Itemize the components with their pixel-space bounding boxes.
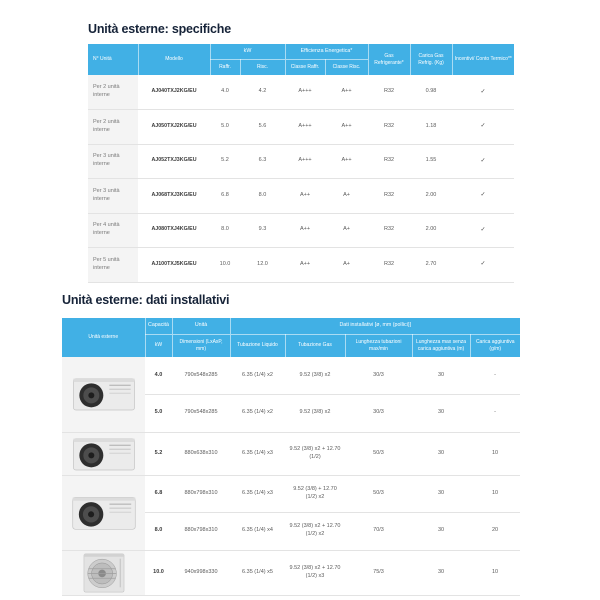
outdoor-units-install-table	[62, 318, 520, 596]
class-cool-cell: A+++	[285, 75, 325, 110]
model-cell: AJ068TXJ3KG/EU	[138, 179, 210, 214]
liquid-pipe-cell: 6.35 (1/4) x2	[230, 395, 285, 433]
gas-cell: R32	[368, 179, 410, 214]
charge-cell: 1.18	[410, 110, 452, 145]
header-kw-risc: Risc.	[240, 59, 285, 75]
capacity-cell: 5.2	[145, 432, 172, 475]
gas-pipe-cell: 9.52 (3/8) + 12.70 (1/2) x2	[285, 475, 345, 513]
class-cool-cell: A++	[285, 213, 325, 248]
class-heat-cell: A++	[325, 75, 368, 110]
outdoor-unit-image	[62, 432, 145, 475]
charge-cell: 2.00	[410, 213, 452, 248]
kw-heat-cell: 6.3	[240, 144, 285, 179]
units-cell: Per 5 unità interne	[88, 248, 138, 283]
dimensions-cell: 880x638x310	[172, 432, 230, 475]
capacity-cell: 10.0	[145, 550, 172, 595]
kw-heat-cell: 8.0	[240, 179, 285, 214]
kw-heat-cell: 4.2	[240, 75, 285, 110]
spec-row	[88, 144, 514, 179]
pipe-length-cell: 30/3	[345, 395, 412, 433]
outdoor-unit-small-icon	[70, 492, 138, 534]
model-cell: AJ100TXJ5KG/EU	[138, 248, 210, 283]
extra-charge-cell: 10	[470, 475, 520, 513]
spec-row	[88, 110, 514, 145]
capacity-cell: 8.0	[145, 513, 172, 551]
dimensions-cell: 790x548x285	[172, 395, 230, 433]
kw-cool-cell: 8.0	[210, 213, 240, 248]
outdoor-unit-image	[62, 357, 145, 432]
max-length-cell: 30	[412, 475, 470, 513]
header-classe-raffr: Classe Raffr.	[285, 59, 325, 75]
gas-cell: R32	[368, 75, 410, 110]
pipe-length-cell: 30/3	[345, 357, 412, 395]
kw-cool-cell: 4.0	[210, 75, 240, 110]
header-group-efficienza: Efficienza Energetica*	[285, 44, 368, 59]
outdoor-units-specs-table	[88, 44, 514, 283]
class-heat-cell: A+	[325, 179, 368, 214]
header-unita-esterne: Unità esterne	[62, 318, 145, 357]
class-heat-cell: A+	[325, 248, 368, 283]
gas-pipe-cell: 9.52 (3/8) x2 + 12.70 (1/2) x2	[285, 513, 345, 551]
incentive-check: ✓	[452, 248, 514, 283]
install-section-title: Unità esterne: dati installativi	[62, 293, 230, 307]
spec-row	[88, 75, 514, 110]
header-modello: Modello	[138, 44, 210, 75]
class-cool-cell: A++	[285, 248, 325, 283]
liquid-pipe-cell: 6.35 (1/4) x2	[230, 357, 285, 395]
kw-cool-cell: 5.0	[210, 110, 240, 145]
header-tubazione-gas: Tubazione Gas	[285, 334, 345, 357]
incentive-check: ✓	[452, 110, 514, 145]
outdoor-unit-image	[62, 475, 145, 550]
model-cell: AJ052TXJ3KG/EU	[138, 144, 210, 179]
header-dimensioni: Dimensioni (LxAxP, mm)	[172, 334, 230, 357]
liquid-pipe-cell: 6.35 (1/4) x4	[230, 513, 285, 551]
install-row	[62, 432, 520, 475]
header-tubazione-liquido: Tubazione Liquido	[230, 334, 285, 357]
max-length-cell: 30	[412, 550, 470, 595]
extra-charge-cell: 10	[470, 432, 520, 475]
gas-pipe-cell: 9.52 (3/8) x2 + 12.70 (1/2)	[285, 432, 345, 475]
outdoor-unit-small-icon	[70, 434, 138, 474]
class-heat-cell: A+	[325, 213, 368, 248]
spec-row	[88, 248, 514, 283]
header-kw-raffr: Raffr.	[210, 59, 240, 75]
max-length-cell: 30	[412, 432, 470, 475]
gas-pipe-cell: 9.52 (3/8) x2	[285, 357, 345, 395]
header-kw: kW	[145, 334, 172, 357]
liquid-pipe-cell: 6.35 (1/4) x5	[230, 550, 285, 595]
extra-charge-cell: 10	[470, 550, 520, 595]
dimensions-cell: 880x798x310	[172, 513, 230, 551]
gas-cell: R32	[368, 248, 410, 283]
incentive-check: ✓	[452, 213, 514, 248]
outdoor-unit-image	[62, 550, 145, 595]
max-length-cell: 30	[412, 513, 470, 551]
incentive-check: ✓	[452, 144, 514, 179]
outdoor-unit-large-icon	[80, 552, 128, 594]
incentive-check: ✓	[452, 179, 514, 214]
charge-cell: 1.55	[410, 144, 452, 179]
gas-pipe-cell: 9.52 (3/8) x2 + 12.70 (1/2) x3	[285, 550, 345, 595]
class-cool-cell: A+++	[285, 144, 325, 179]
extra-charge-cell: 20	[470, 513, 520, 551]
pipe-length-cell: 50/3	[345, 475, 412, 513]
header-lunghezza-tubazioni: Lunghezza tubazioni max/min	[345, 334, 412, 357]
class-cool-cell: A++	[285, 179, 325, 214]
pipe-length-cell: 75/3	[345, 550, 412, 595]
header-group-kw: kW	[210, 44, 285, 59]
extra-charge-cell: -	[470, 395, 520, 433]
specs-section-title: Unità esterne: specifiche	[88, 22, 231, 36]
max-length-cell: 30	[412, 395, 470, 433]
header-gas-refrigerante: Gas Refrigerante*	[368, 44, 410, 75]
model-cell: AJ080TXJ4KG/EU	[138, 213, 210, 248]
gas-pipe-cell: 9.52 (3/8) x2	[285, 395, 345, 433]
units-cell: Per 2 unità interne	[88, 110, 138, 145]
header-carica-gas: Carica Gas Refrig. (Kg)	[410, 44, 452, 75]
header-carica-aggiuntiva: Carica aggiuntiva (g/m)	[470, 334, 520, 357]
header-classe-risc: Classe Risc.	[325, 59, 368, 75]
liquid-pipe-cell: 6.35 (1/4) x3	[230, 475, 285, 513]
incentive-check: ✓	[452, 75, 514, 110]
class-heat-cell: A++	[325, 110, 368, 145]
extra-charge-cell: -	[470, 357, 520, 395]
outdoor-unit-small-icon	[70, 374, 138, 414]
capacity-cell: 5.0	[145, 395, 172, 433]
spec-row	[88, 179, 514, 214]
dimensions-cell: 790x548x285	[172, 357, 230, 395]
kw-cool-cell: 6.8	[210, 179, 240, 214]
charge-cell: 2.70	[410, 248, 452, 283]
dimensions-cell: 940x998x330	[172, 550, 230, 595]
gas-cell: R32	[368, 213, 410, 248]
gas-cell: R32	[368, 144, 410, 179]
liquid-pipe-cell: 6.35 (1/4) x3	[230, 432, 285, 475]
charge-cell: 0.98	[410, 75, 452, 110]
kw-heat-cell: 12.0	[240, 248, 285, 283]
install-row	[62, 475, 520, 513]
units-cell: Per 3 unità interne	[88, 179, 138, 214]
capacity-cell: 6.8	[145, 475, 172, 513]
class-cool-cell: A+++	[285, 110, 325, 145]
max-length-cell: 30	[412, 357, 470, 395]
units-cell: Per 4 unità interne	[88, 213, 138, 248]
class-heat-cell: A++	[325, 144, 368, 179]
header-group-dati-installativi: Dati installativi [ø, mm (pollici)]	[230, 318, 520, 334]
model-cell: AJ050TXJ2KG/EU	[138, 110, 210, 145]
kw-cool-cell: 5.2	[210, 144, 240, 179]
install-row	[62, 357, 520, 395]
model-cell: AJ040TXJ2KG/EU	[138, 75, 210, 110]
header-lunghezza-max: Lunghezza max senza carica aggiuntiva (m)	[412, 334, 470, 357]
kw-heat-cell: 5.6	[240, 110, 285, 145]
install-row	[62, 550, 520, 595]
capacity-cell: 4.0	[145, 357, 172, 395]
header-group-capacita: Capacità	[145, 318, 172, 334]
units-cell: Per 3 unità interne	[88, 144, 138, 179]
header-group-unita: Unità	[172, 318, 230, 334]
charge-cell: 2.00	[410, 179, 452, 214]
header-incentivi: Incentivi/ Conto Termico**	[452, 44, 514, 75]
pipe-length-cell: 50/3	[345, 432, 412, 475]
header-n-unita: N° Unità	[88, 44, 138, 75]
kw-cool-cell: 10.0	[210, 248, 240, 283]
dimensions-cell: 880x798x310	[172, 475, 230, 513]
gas-cell: R32	[368, 110, 410, 145]
kw-heat-cell: 9.3	[240, 213, 285, 248]
units-cell: Per 2 unità interne	[88, 75, 138, 110]
spec-row	[88, 213, 514, 248]
pipe-length-cell: 70/3	[345, 513, 412, 551]
